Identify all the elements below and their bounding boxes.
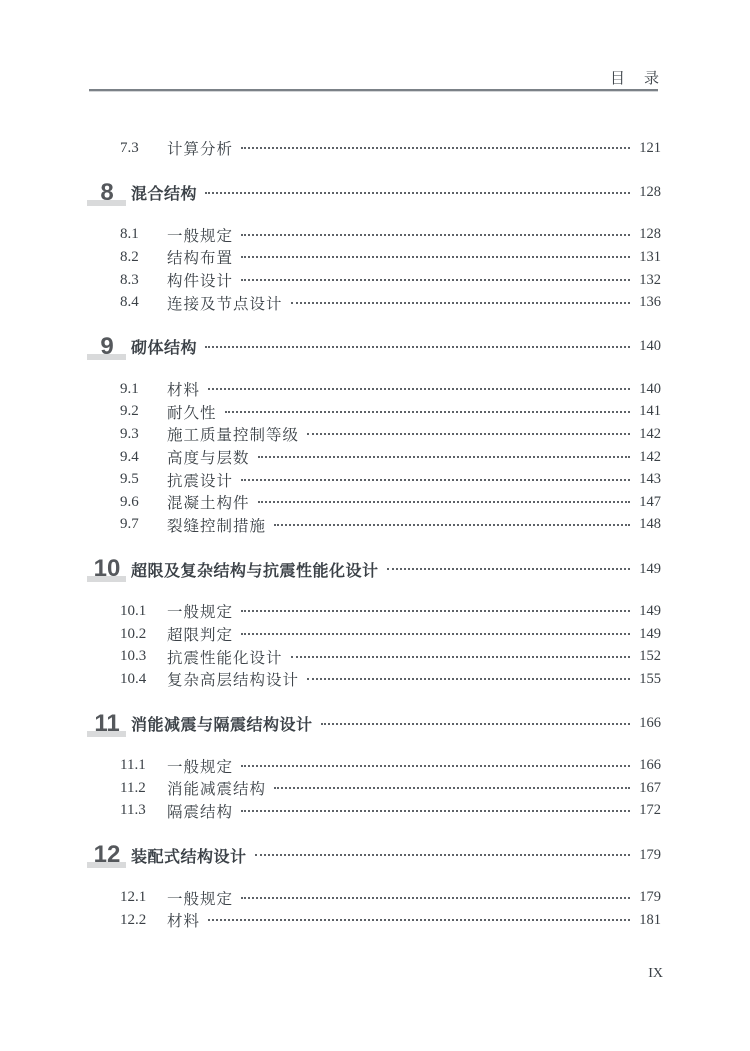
section-page-number: 172	[639, 802, 661, 819]
dot-leader	[208, 388, 630, 390]
chapter-number: 9	[90, 333, 124, 361]
chapter-number: 10	[90, 555, 124, 583]
section-title: 抗震设计	[167, 472, 234, 490]
section-title: 施工质量控制等级	[167, 427, 300, 445]
dot-leader	[241, 147, 630, 149]
section-title: 材料	[167, 913, 201, 931]
toc-section-row	[89, 378, 661, 401]
header-rule	[89, 89, 658, 91]
section-page-number: 142	[639, 425, 661, 442]
dot-leader	[291, 302, 630, 304]
dot-leader	[225, 411, 630, 413]
dot-leader	[307, 678, 630, 680]
dot-leader	[241, 810, 630, 812]
toc-section-row	[89, 401, 661, 424]
section-page-number: 148	[639, 516, 661, 533]
section-number: 12.2	[120, 911, 147, 928]
section-page-number: 142	[639, 448, 661, 465]
dot-leader	[241, 610, 630, 612]
dot-leader	[208, 919, 630, 921]
toc-section-row	[89, 755, 661, 778]
section-page-number: 179	[639, 889, 661, 906]
page-number: IX	[648, 966, 663, 981]
section-number: 9.3	[120, 425, 139, 442]
toc-section-row	[89, 909, 661, 932]
section-title: 计算分析	[167, 141, 234, 159]
dot-leader	[241, 479, 630, 481]
section-title: 裂缝控制措施	[167, 517, 267, 535]
section-number: 12.1	[120, 889, 147, 906]
page-footer	[89, 966, 663, 982]
dot-leader	[241, 256, 630, 258]
section-page-number: 140	[639, 380, 661, 397]
dot-leader	[258, 456, 630, 458]
section-page-number: 121	[639, 139, 661, 156]
chapter-page-number: 166	[639, 715, 661, 731]
toc-section-row	[89, 224, 661, 247]
toc-section-row	[89, 137, 661, 160]
chapter-title: 装配式结构设计	[131, 848, 247, 866]
toc-section-row	[89, 468, 661, 491]
dot-leader	[255, 854, 630, 856]
section-title: 一般规定	[167, 890, 234, 908]
section-number: 8.1	[120, 226, 139, 243]
section-number: 8.2	[120, 248, 139, 265]
section-number: 9.6	[120, 493, 139, 510]
section-number: 9.5	[120, 471, 139, 488]
section-title: 超限判定	[167, 627, 234, 645]
toc-chapter-row	[89, 840, 661, 870]
section-number: 9.2	[120, 403, 139, 420]
toc-chapter-row	[89, 554, 661, 584]
dot-leader	[274, 787, 630, 789]
section-page-number: 143	[639, 471, 661, 488]
section-title: 耐久性	[167, 404, 217, 422]
chapter-title: 混合结构	[131, 186, 198, 204]
section-number: 10.2	[120, 625, 147, 642]
section-page-number: 132	[639, 271, 661, 288]
section-number: 11.2	[120, 779, 146, 796]
chapter-page-number: 128	[639, 184, 661, 201]
section-title: 结构布置	[167, 250, 234, 268]
chapter-page-number: 149	[639, 560, 661, 577]
section-title: 隔震结构	[167, 803, 234, 821]
section-title: 混凝土构件	[167, 495, 250, 513]
chapter-title: 超限及复杂结构与抗震性能化设计	[131, 562, 379, 580]
toc-chapter-row	[89, 178, 661, 208]
section-title: 一般规定	[167, 227, 234, 245]
dot-leader	[321, 723, 630, 725]
section-page-number: 131	[639, 248, 661, 265]
toc-section-row	[89, 600, 661, 623]
section-number: 7.3	[120, 139, 139, 156]
toc-list	[89, 137, 661, 931]
chapter-page-number: 140	[639, 338, 661, 355]
header-title: 目 录	[609, 71, 661, 87]
dot-leader	[258, 501, 630, 503]
section-page-number: 167	[639, 779, 661, 796]
dot-leader	[241, 234, 630, 236]
dot-leader	[241, 897, 630, 899]
section-number: 11.3	[120, 802, 146, 819]
toc-section-row	[89, 514, 661, 537]
section-page-number: 181	[639, 911, 661, 928]
section-page-number: 136	[639, 294, 661, 311]
dot-leader	[307, 433, 630, 435]
dot-leader	[241, 279, 630, 281]
chapter-number: 8	[90, 179, 124, 207]
section-number: 10.4	[120, 670, 147, 687]
dot-leader	[274, 524, 630, 526]
section-title: 材料	[167, 382, 201, 400]
toc-section-row	[89, 246, 661, 269]
section-title: 连接及节点设计	[167, 295, 283, 313]
section-number: 11.1	[120, 757, 146, 774]
dot-leader	[241, 765, 630, 767]
section-page-number: 155	[639, 670, 661, 687]
dot-leader	[241, 633, 630, 635]
section-page-number: 149	[639, 625, 661, 642]
section-title: 一般规定	[167, 604, 234, 622]
toc-section-row	[89, 777, 661, 800]
page-header	[89, 67, 661, 88]
toc-chapter-row	[89, 332, 661, 362]
section-title: 复杂高层结构设计	[167, 672, 300, 690]
section-page-number: 128	[639, 226, 661, 243]
toc-section-row	[89, 645, 661, 668]
toc-section-row	[89, 491, 661, 514]
dot-leader	[205, 346, 630, 348]
toc-section-row	[89, 291, 661, 314]
section-title: 抗震性能化设计	[167, 649, 283, 667]
toc-section-row	[89, 800, 661, 823]
section-number: 9.4	[120, 448, 139, 465]
chapter-number: 12	[90, 841, 124, 869]
dot-leader	[205, 192, 630, 194]
section-page-number: 147	[639, 493, 661, 510]
toc-section-row	[89, 423, 661, 446]
chapter-title: 砌体结构	[131, 340, 198, 358]
dot-leader	[291, 656, 630, 658]
section-number: 8.4	[120, 294, 139, 311]
toc-chapter-row	[89, 709, 661, 739]
section-title: 一般规定	[167, 758, 234, 776]
section-title: 构件设计	[167, 273, 234, 291]
chapter-title: 消能减震与隔震结构设计	[131, 717, 313, 734]
chapter-page-number: 179	[639, 846, 661, 863]
toc-section-row	[89, 269, 661, 292]
section-number: 8.3	[120, 271, 139, 288]
section-number: 10.1	[120, 602, 147, 619]
toc-section-row	[89, 446, 661, 469]
section-title: 消能减震结构	[167, 781, 267, 799]
chapter-number: 11	[90, 710, 124, 738]
toc-section-row	[89, 623, 661, 646]
section-number: 9.1	[120, 380, 139, 397]
section-page-number: 141	[639, 403, 661, 420]
section-number: 9.7	[120, 516, 139, 533]
section-page-number: 152	[639, 648, 661, 665]
toc-section-row	[89, 668, 661, 691]
toc-section-row	[89, 886, 661, 909]
section-title: 高度与层数	[167, 450, 250, 468]
section-number: 10.3	[120, 648, 147, 665]
section-page-number: 149	[639, 602, 661, 619]
dot-leader	[387, 568, 630, 570]
section-page-number: 166	[639, 757, 661, 774]
